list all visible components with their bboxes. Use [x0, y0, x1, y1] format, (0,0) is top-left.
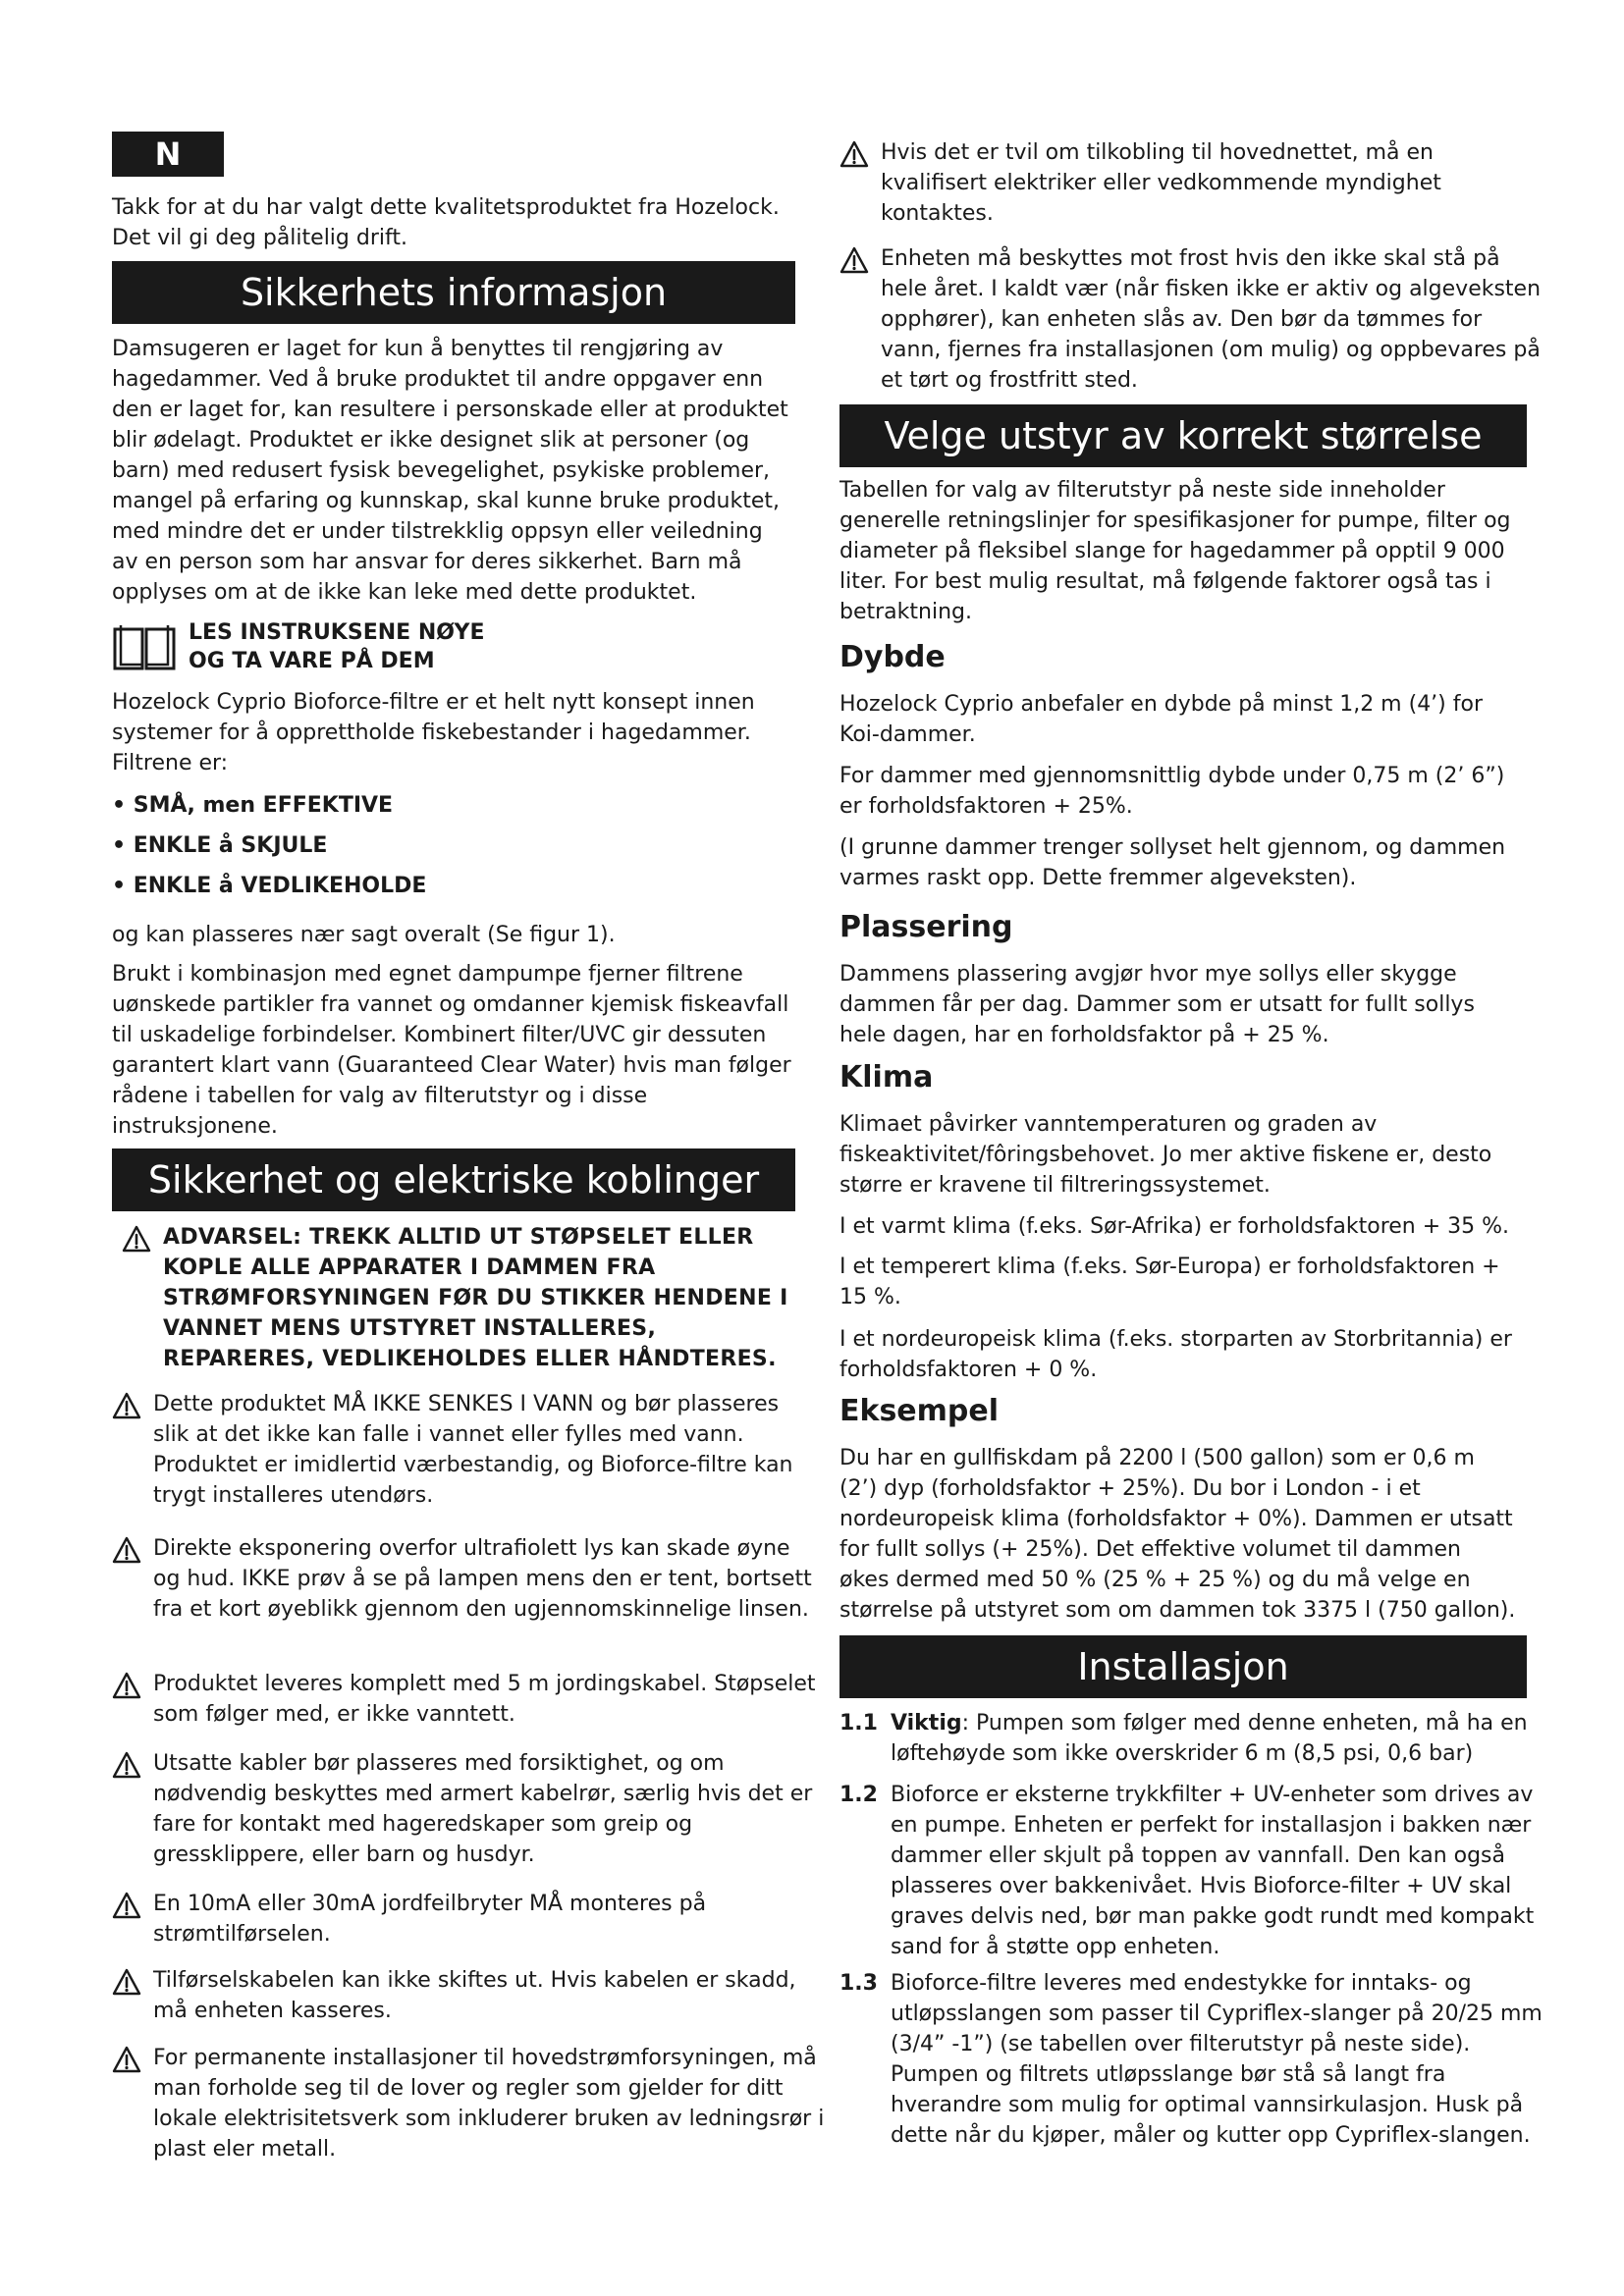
warning-icon	[122, 1225, 151, 1253]
warning-item: For permanente installasjoner til hovedstrømforsyningen, må man forholde seg til de lover og regler som gjelder for ditt lokale elektrisitetsverk som inkluderer bruken av ledningsrør i plast eler metall.	[112, 2043, 840, 2164]
placement-heading: Plassering	[839, 910, 1013, 944]
placement-note: og kan plasseres nær sagt overalt (Se figur 1).	[112, 923, 616, 947]
step-number: 1.2	[839, 1783, 878, 1807]
feature-item: • ENKLE å SKJULE	[112, 833, 328, 858]
installation-step	[839, 1708, 1548, 1769]
step-text: : Pumpen som følger med denne enheten, må ha en løftehøyde som ikke overskrider 6 m (8,5 psi, 0,6 bar)	[891, 1711, 1528, 1766]
combination-paragraph: Brukt i kombinasjon med egnet dampumpe fjerner filtrene uønskede partikler fra vannet og omdanner kjemisk fiskeavfall til uskadelige forbindelser. Kombinert filter/UVC gir dessuten garantert klart vann (Guaranteed Clear Water) hvis man følger rådene i tabellen for valg av filterutstyr og i disse instruksjonene.	[112, 962, 791, 1139]
depth-paragraph-3: (I grunne dammer trenger sollyset helt gjennom, og dammen varmes raskt opp. Dette fremmer algeveksten).	[839, 835, 1506, 890]
step-text: Bioforce er eksterne trykkfilter + UV-enheter som drives av en pumpe. Enheten er perfekt for installasjon i bakken nær dammer eller skjult på toppen av vannfall. Den kan også plasseres over bakkenivået. Hvis Bioforce-filter + UV skal graves delvis ned, bør man pakke godt rundt med kompakt sand for å støtte opp enheten.	[891, 1783, 1535, 1959]
safety-info-heading: Sikkerhets informasjon	[112, 261, 795, 324]
placement-paragraph: Dammens plassering avgjør hvor mye sollys eller skygge dammen får per dag. Dammer som er utsatt for fullt sollys hele dagen, har en forholdsfaktor på + 25 %.	[839, 962, 1475, 1047]
depth-paragraph-2: For dammer med gjennomsnittlig dybde under 0,75 m (2’ 6”) er forholdsfaktoren + 25%.	[839, 764, 1505, 819]
example-heading: Eksempel	[839, 1394, 1000, 1428]
step-number: 1.1	[839, 1711, 878, 1735]
climate-paragraph-2: I et varmt klima (f.eks. Sør-Afrika) er forholdsfaktoren + 35 %.	[839, 1214, 1510, 1239]
example-paragraph: Du har en gullfiskdam på 2200 l (500 gallon) som er 0,6 m (2’) dyp (forholdsfaktor + 25%). Du bor i London - i et nordeuropeisk klima (forholdsfaktor + 0%). Dammen er utsatt for fullt sollys (+ 25%). Det effektive volumet til dammen økes dermed med 50 % (25 % + 25 %) og du må velge en størrelse på utstyret som om dammen tok 3375 l (750 gallon).	[839, 1446, 1516, 1623]
warning-icon	[112, 1751, 141, 1779]
electrical-heading: Sikkerhet og elektriske koblinger	[112, 1148, 795, 1211]
depth-paragraph-1: Hozelock Cyprio anbefaler en dybde på minst 1,2 m (4’) for Koi-dammer.	[839, 692, 1484, 747]
step-number: 1.3	[839, 1971, 878, 1996]
sizing-heading: Velge utstyr av korrekt størrelse	[839, 404, 1527, 467]
depth-heading: Dybde	[839, 640, 946, 674]
warning-icon	[839, 246, 869, 274]
bioforce-intro-paragraph: Hozelock Cyprio Bioforce-filtre er et helt nytt konsept innen systemer for å opprettholde fiskebestander i hagedammer. Filtrene er:	[112, 690, 755, 775]
language-label: N	[112, 132, 224, 177]
intro-text: Takk for at du har valgt dette kvalitetsproduktet fra Hozelock. Det vil gi deg pålitelig drift.	[112, 195, 780, 250]
feature-item: • ENKLE å VEDLIKEHOLDE	[112, 874, 427, 898]
safety-info-paragraph: Damsugeren er laget for kun å benyttes til rengjøring av hagedammer. Ved å bruke produktet til andre oppgaver enn den er laget for, kan resultere i personskade eller at produktet blir ødelagt. Produktet er ikke designet slik at personer (og barn) med redusert fysisk bevegelighet, psykiske problemer, mangel på erfaring og kunnskap, skal kunne bruke produktet, med mindre det er under tilstrekklig oppsyn eller veiledning av en person som har ansvar for deres sikkerhet. Barn må opplyses om at de ikke kan leke med dette produktet.	[112, 337, 788, 605]
installation-step	[839, 1968, 1558, 2151]
installation-step	[839, 1780, 1558, 1962]
feature-list	[112, 790, 789, 901]
read-instructions-line2: OG TA VARE PÅ DEM	[189, 649, 435, 673]
step-lead: Viktig	[891, 1711, 962, 1735]
warning-icon	[112, 1392, 141, 1419]
warning-item: Dette produktet MÅ IKKE SENKES I VANN og bør plasseres slik at det ikke kan falle i vannet eller fylles med vann. Produktet er imidlertid værbestandig, og Bioforce-filtre kan trygt installeres utendørs.	[112, 1389, 817, 1511]
warning-item: Tilførselskabelen kan ikke skiftes ut. Hvis kabelen er skadd, må enheten kasseres.	[112, 1965, 817, 2026]
read-instructions-notice	[112, 618, 485, 675]
sizing-intro: Tabellen for valg av filterutstyr på neste side inneholder generelle retningslinjer for spesifikasjoner for pumpe, filter og diameter på fleksibel slange for hagedammer på opptil 9 000 liter. For best mulig resultat, må følgende faktorer også tas i betraktning.	[839, 478, 1511, 624]
main-warning: ADVARSEL: TREKK ALLTID UT STØPSELET ELLER KOPLE ALLE APPARATER I DAMMEN FRA STRØMFORSYNINGEN FØR DU STIKKER HENDENE I VANNET MENS UTSTYRET INSTALLERES, REPARERES, VEDLIKEHOLDES ELLER HÅNDTERES.	[122, 1222, 801, 1374]
warning-icon	[839, 140, 869, 168]
climate-heading: Klima	[839, 1060, 934, 1095]
warning-item: Enheten må beskyttes mot frost hvis den ikke skal stå på hele året. I kaldt vær (når fisken ikke er aktiv og algeveksten opphører), kan enheten slås av. Den bør da tømmes for vann, fjernes fra installasjonen (om mulig) og oppbevares på et tørt og frostfritt sted.	[839, 243, 1548, 396]
warning-item: Direkte eksponering overfor ultrafiolett lys kan skade øyne og hud. IKKE prøv å se på lampen mens den er tent, bortsett fra et kort øyeblikk gjennom den ugjennomskinnelige linsen.	[112, 1533, 817, 1625]
warning-icon	[112, 1536, 141, 1564]
warning-icon	[112, 2046, 141, 2073]
warning-icon	[112, 1968, 141, 1996]
warning-item: Utsatte kabler bør plasseres med forsiktighet, og om nødvendig beskyttes med armert kabelrør, særlig hvis det er fare for kontakt med hageredskaper som greip og gressklippere, eller barn og husdyr.	[112, 1748, 817, 1870]
warning-icon	[112, 1672, 141, 1699]
climate-paragraph-4: I et nordeuropeisk klima (f.eks. storparten av Storbritannia) er forholdsfaktoren + 0 %.	[839, 1327, 1512, 1382]
feature-item: • SMÅ, men EFFEKTIVE	[112, 793, 394, 818]
read-instructions-line1: LES INSTRUKSENE NØYE	[189, 620, 485, 645]
warning-item: En 10mA eller 30mA jordfeilbryter MÅ monteres på strømtilførselen.	[112, 1889, 817, 1949]
warning-item: Hvis det er tvil om tilkobling til hovednettet, må en kvalifisert elektriker eller vedkommende myndighet kontaktes.	[839, 137, 1529, 229]
climate-paragraph-3: I et temperert klima (f.eks. Sør-Europa) er forholdsfaktoren + 15 %.	[839, 1255, 1500, 1309]
warning-item: Produktet leveres komplett med 5 m jordingskabel. Støpselet som følger med, er ikke vanntett.	[112, 1669, 817, 1730]
step-text: Bioforce-filtre leveres med endestykke for inntaks- og utløpsslangen som passer til Cypriflex-slanger på 20/25 mm (3/4” -1”) (se tabellen over filterutstyr på neste side). Pumpen og filtrets utløpsslange bør stå så langt fra hverandre som mulig for optimal vannsirkulasjon. Husk på dette når du kjøper, måler og kutter opp Cypriflex-slangen.	[891, 1971, 1543, 2148]
warning-icon	[112, 1892, 141, 1919]
installation-heading: Installasjon	[839, 1635, 1527, 1698]
book-icon	[112, 621, 177, 672]
climate-paragraph-1: Klimaet påvirker vanntemperaturen og graden av fiskeaktivitet/fôringsbehovet. Jo mer aktive fiskene er, desto større er kravene til filtreringssystemet.	[839, 1112, 1492, 1198]
